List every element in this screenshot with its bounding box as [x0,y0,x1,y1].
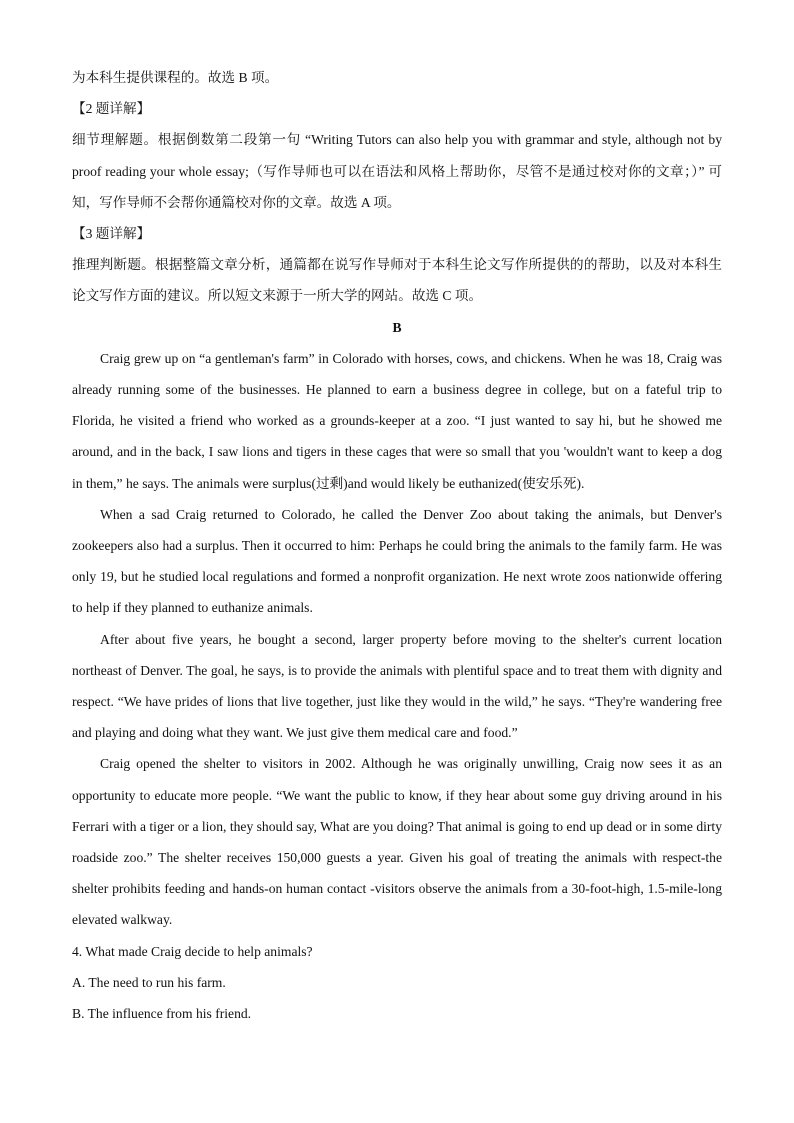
document-page [72,62,722,1029]
passage-paragraph-2: When a sad Craig returned to Colorado, he called the Denver Zoo about taking the animals, but Denver's zookeepers also had a surplus. Then it occurred to him: Perhaps he could bring the animals to the family farm. He was only 19, but he studied local regulations and formed a nonprofit organization. He next wrote zoos nationwide offering to help if they planned to euthanize animals. [72,506,722,616]
option-a: A. The need to run his farm. [72,974,226,990]
section-title: B [392,319,402,335]
passage-paragraph-4: Craig opened the shelter to visitors in 2002. Although he was originally unwilling, Craig now sees it as an opportunity to educate more people. “We want the public to know, if they hear about some guy driving around in his Ferrari with a tiger or a lion, they should say, What are you doing? That animal is going to end up dead or in some dirty roadside zoo.” The shelter receives 150,000 guests a year. Given his goal of treating the animals with respect-the shelter prohibits feeding and hands-on human contact -visitors observe the animals from a 30-foot-high, 1.5-mile-long elevated walkway. [72,756,722,928]
passage-paragraph-1: Craig grew up on “a gentleman's farm” in Colorado with horses, cows, and chickens. When he was 18, Craig was already running some of the businesses. He planned to earn a business degree in college, but on a fateful trip to Florida, he visited a friend who worked as a grounds-keeper at a zoo. “I just wanted to say hi, but he showed me around, and in the back, I saw lions and tigers in these cages that were so small that you 'wouldn't want to keep a dog in them,” he says. The animals were surplus(过剩)and would likely be euthanized(使安乐死). [72,350,722,491]
question-3-heading: 【3 题详解】 [72,226,151,242]
answer-line: 为本科生提供课程的。故选 B 项。 [72,70,279,85]
question-2-heading: 【2 题详解】 [72,101,151,117]
question-stem: 4. What made Craig decide to help animals? [72,943,313,959]
passage-paragraph-3: After about five years, he bought a second, larger property before moving to the shelter's current location northeast of Denver. The goal, he says, is to provide the animals with plentiful space and to treat them with dignity and respect. “We have prides of lions that live together, just like they would in the wild,” he says. “They're wandering free and playing and doing what they want. We just give them medical care and food.” [72,631,722,741]
question-3-explanation: 推理判断题。根据整篇文章分析，通篇都在说写作导师对于本科生论文写作所提供的的帮助，以及对本科生论文写作方面的建议。所以短文来源于一所大学的网站。故选 C 项。 [72,257,722,304]
question-2-explanation: 细节理解题。根据倒数第二段第一句 “Writing Tutors can also help you with grammar and style, although not by proof reading your whole essay;（写作导师也可以在语法和风格上帮助你，尽管不是通过校对你的文章；）” 可知，写作导师不会帮你通篇校对你的文章。故选 A 项。 [72,132,722,210]
option-b: B. The influence from his friend. [72,1006,252,1022]
